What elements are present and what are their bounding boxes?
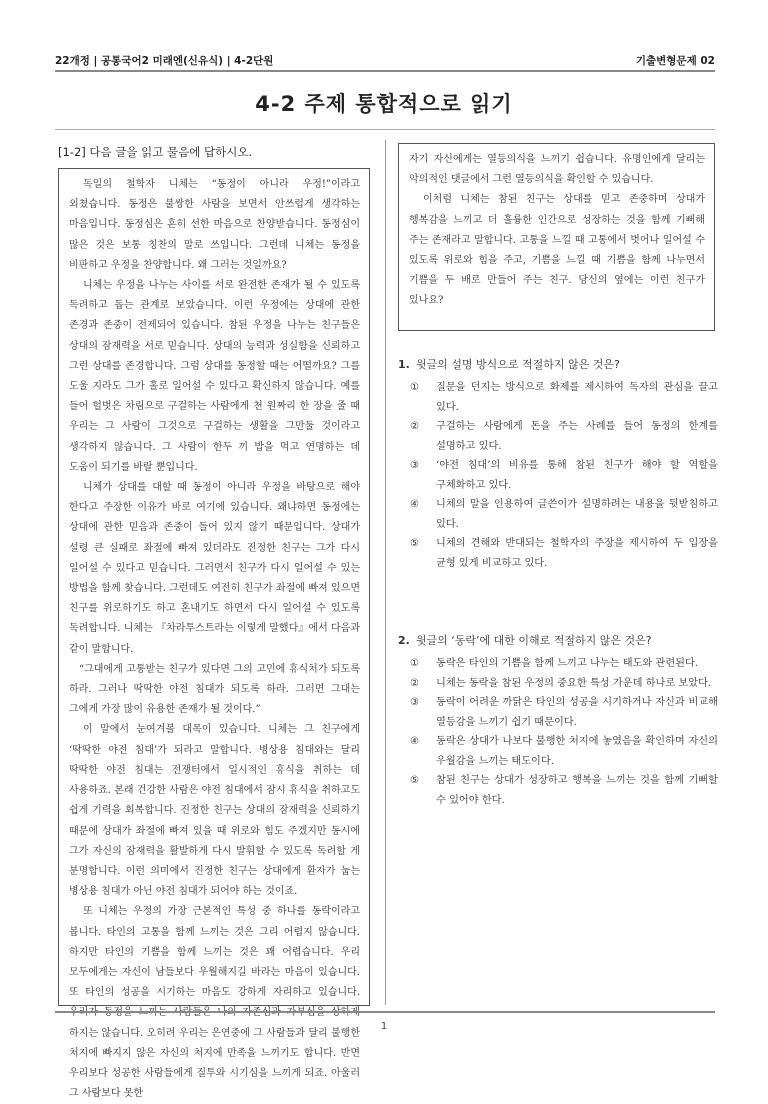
question-1 — [398, 356, 718, 573]
page-header — [55, 50, 715, 70]
choice-3[interactable] — [410, 456, 718, 495]
header-course-info: 22개정 | 공통국어2 미래엔(신유식) | 4-2단원 — [55, 55, 274, 67]
choice-text: 니체의 말을 인용하여 글쓴이가 설명하려는 내용을 뒷받침하고 있다. — [436, 499, 718, 530]
footer-rule — [55, 1011, 715, 1013]
choice-2[interactable] — [410, 674, 718, 694]
choice-marker: ② — [410, 421, 420, 432]
question-stem — [398, 356, 718, 372]
passage-paragraph: 니체가 상대를 대할 때 동정이 아니라 우정을 바탕으로 해야 한다고 주장한 이유가 바로 여기에 있습니다. 왜냐하면 동정에는 상대에 관한 믿음과 존중이 들어 있지 않기 때문입니다. 상대가 설령 큰 실패로 좌절에 빠져 있더라도 진정한 친구는 그가 다시 일어설 수 있다고 믿습니다. 그러면서 친구가 다시 일어설 수 있는 방법을 함께 찾습니다. 그런데도 여전히 친구가 좌절에 빠져 있으면 친구를 위로하기도 하고 혼내기도 하면서 다시 일어설 수 있도록 독려합니다. 니체는 『차라투스트라는 이렇게 말했다』에서 다음과 같이 말합니다. — [69, 482, 360, 655]
choice-marker: ⑤ — [410, 538, 420, 549]
choice-4[interactable] — [410, 495, 718, 534]
column-divider — [385, 140, 386, 1005]
choice-marker: ① — [410, 658, 420, 669]
choice-text: 니체의 견해와 반대되는 철학자의 주장을 제시하여 두 입장을 균형 있게 비교하고 있다. — [436, 538, 718, 569]
question-text: 윗글의 설명 방식으로 적절하지 않은 것은? — [415, 358, 620, 371]
passage-paragraph: 또 니체는 우정의 가장 근본적인 특성 중 하나를 동락이라고 봅니다. 타인의 고통을 함께 느끼는 것은 그리 어렵지 않습니다. 하지만 타인의 기쁨을 함께 느끼는 것은 꽤 어렵습니다. 우리 모두에게는 자신이 남들보다 우월해지길 바라는 마음이 있습니다. 또 타인의 성공을 시기하는 마음도 강하게 자리하고 있습니다. 하지는 않습니다. 오히려 우리는 은연중에 그 사람들과 달리 불행한 처지에 빠지지 않은 자신의 처지에 만족을 느끼기도 합니다. 반면 우리보다 성공한 사람들에게 질투와 시기심을 느끼게 되죠. 아울러 그 사람보다 못한 — [69, 906, 360, 1100]
passage-paragraph: 니체는 우정을 나누는 사이를 서로 완전한 존재가 될 수 있도록 독려하고 돕는 관계로 보았습니다. 이런 우정에는 상대에 관한 존경과 존중이 전제되어 있습니다. 참된 우정을 나누는 친구들은 상대의 잠재력을 서로 믿습니다. 상대의 능력과 성실함을 신뢰하고 그런 상대를 존경합니다. 그럼 상대를 동정할 때는 어떨까요? 그를 도울 지라도 그가 홀로 일어설 수 있다고 확신하지 않습니다. 예를 들어 헐벗은 차림으로 구걸하는 사람에게 천 원짜리 한 장을 줄 때 우리는 그 사람이 그것으로 구걸하는 생활을 그만둘 것이라고 생각하지 않습니다. 그 사람이 한두 끼 밥을 먹고 연명하는 데 도움이 되기를 바랄 뿐입니다. — [69, 280, 360, 473]
choice-marker: ③ — [410, 697, 420, 708]
passage-paragraph: 독일의 철학자 니체는 “동정이 아니라 우정!”이라고 외쳤습니다. 동정은 불쌍한 사람을 보면서 안쓰럽게 생각하는 마음입니다. 동정심은 흔히 선한 마음으로 찬양받습니다. 동정심이 많은 것은 보통 칭찬의 말로 쓰입니다. 그런데 니체는 동정을 비판하고 우정을 찬양합니다. 왜 그러는 것일까요? — [69, 179, 360, 271]
passage-paragraph: 이 말에서 눈여겨볼 대목이 있습니다. 니체는 그 친구에게 ‘딱딱한 야전 침대’가 되라고 말합니다. 병상용 침대와는 달리 딱딱한 야전 침대는 전쟁터에서 일시적인 휴식을 취하는 데 사용하죠. 본래 건강한 사람은 야전 침대에서 잠시 휴식을 취하고도 쉽게 기력을 회복합니다. 진정한 친구는 상대의 잠재력을 신뢰하기 때문에 상대가 좌절에 빠져 있을 때 위로와 힘도 주겠지만 동시에 그가 자신의 잠재력을 활발하게 다시 발휘할 수 있도록 독려할 게 분명합니다. 이런 의미에서 진정한 친구는 상대에게 환자가 눕는 병상용 침대가 아닌 야전 침대가 되어야 하는 것이죠. — [69, 724, 360, 898]
question-text: 윗글의 ‘동락’에 대한 이해로 적절하지 않은 것은? — [415, 634, 652, 647]
choice-3[interactable] — [410, 693, 718, 732]
choice-5[interactable] — [410, 534, 718, 573]
choice-marker: ② — [410, 677, 420, 689]
page-number: 1 — [380, 1021, 388, 1032]
choice-text: 구걸하는 사람에게 돈을 주는 사례를 들어 동정의 한계를 설명하고 있다. — [436, 421, 718, 452]
choice-list — [398, 654, 718, 810]
question-stem — [398, 632, 718, 648]
choice-1[interactable] — [410, 654, 718, 674]
question-instruction: [1-2] 다음 글을 읽고 물음에 답하시오. — [58, 145, 253, 159]
choice-text: 동락이 어려운 까닭은 타인의 성공을 시기하거나 자신과 비교해 열등감을 느끼기 쉽기 때문이다. — [436, 697, 718, 728]
choice-1[interactable] — [410, 378, 718, 417]
question-number: 1. — [398, 358, 410, 371]
choice-marker: ⑤ — [410, 775, 420, 786]
passage-quote: “그대에게 고통받는 친구가 있다면 그의 고민에 휴식처가 되도록 하라. 그러나 딱딱한 야전 침대가 되도록 하라. 그러면 그대는 그에게 가장 많이 유용한 존재가 될 것이다.” — [69, 663, 360, 716]
title-rule — [55, 129, 715, 130]
passage-box-left — [58, 168, 370, 1100]
choice-text: 니체는 동락을 참된 우정의 중요한 특성 가운데 하나로 보았다. — [436, 677, 712, 689]
passage-paragraph: 이처럼 니체는 참된 친구는 상대를 믿고 존중하며 상대가 행복감을 느끼고 더 훌륭한 인간으로 성장하는 것을 함께 기뻐해 주는 존재라고 말합니다. 고통을 느낄 때 고통에서 벗어나 일어설 수 있도록 위로와 힘을 주고, 기쁨을 느낄 때 기쁨을 함께 나누면서 기쁨을 두 배로 만들어 주는 친구. 당신의 옆에는 이런 친구가 있나요? — [409, 194, 705, 307]
choice-marker: ④ — [410, 499, 420, 510]
choice-text: 동락은 상대가 나보다 불행한 처지에 놓였음을 확인하며 자신의 우월감을 느끼는 태도이다. — [436, 736, 718, 767]
choice-text: 동락은 타인의 기쁨을 함께 느끼고 나누는 태도와 관련된다. — [436, 658, 699, 669]
question-number: 2. — [398, 634, 410, 647]
choice-5[interactable] — [410, 771, 718, 810]
passage-box-right — [398, 143, 715, 331]
header-rule — [55, 70, 715, 72]
question-2 — [398, 632, 718, 810]
choice-4[interactable] — [410, 732, 718, 771]
header-doc-type: 기출변형문제 02 — [635, 55, 715, 67]
choice-2[interactable] — [410, 417, 718, 456]
page-title: 4-2 주제 통합적으로 읽기 — [255, 92, 513, 116]
choice-text: ‘야전 침대’의 비유를 통해 참된 친구가 해야 할 역할을 구체화하고 있다. — [436, 460, 718, 491]
choice-marker: ③ — [410, 460, 420, 471]
passage-paragraph: 자기 자신에게는 열등의식을 느끼기 쉽습니다. 유명인에게 달리는 악의적인 댓글에서 그런 열등의식을 확인할 수 있습니다. — [409, 154, 705, 186]
choice-marker: ④ — [410, 736, 420, 747]
choice-list — [398, 378, 718, 573]
choice-marker: ① — [410, 382, 420, 393]
choice-text: 참된 친구는 상대가 성장하고 행복을 느끼는 것을 함께 기뻐할 수 있어야 한다. — [436, 775, 718, 806]
choice-text: 질문을 던지는 방식으로 화제를 제시하여 독자의 관심을 끌고 있다. — [436, 382, 718, 413]
